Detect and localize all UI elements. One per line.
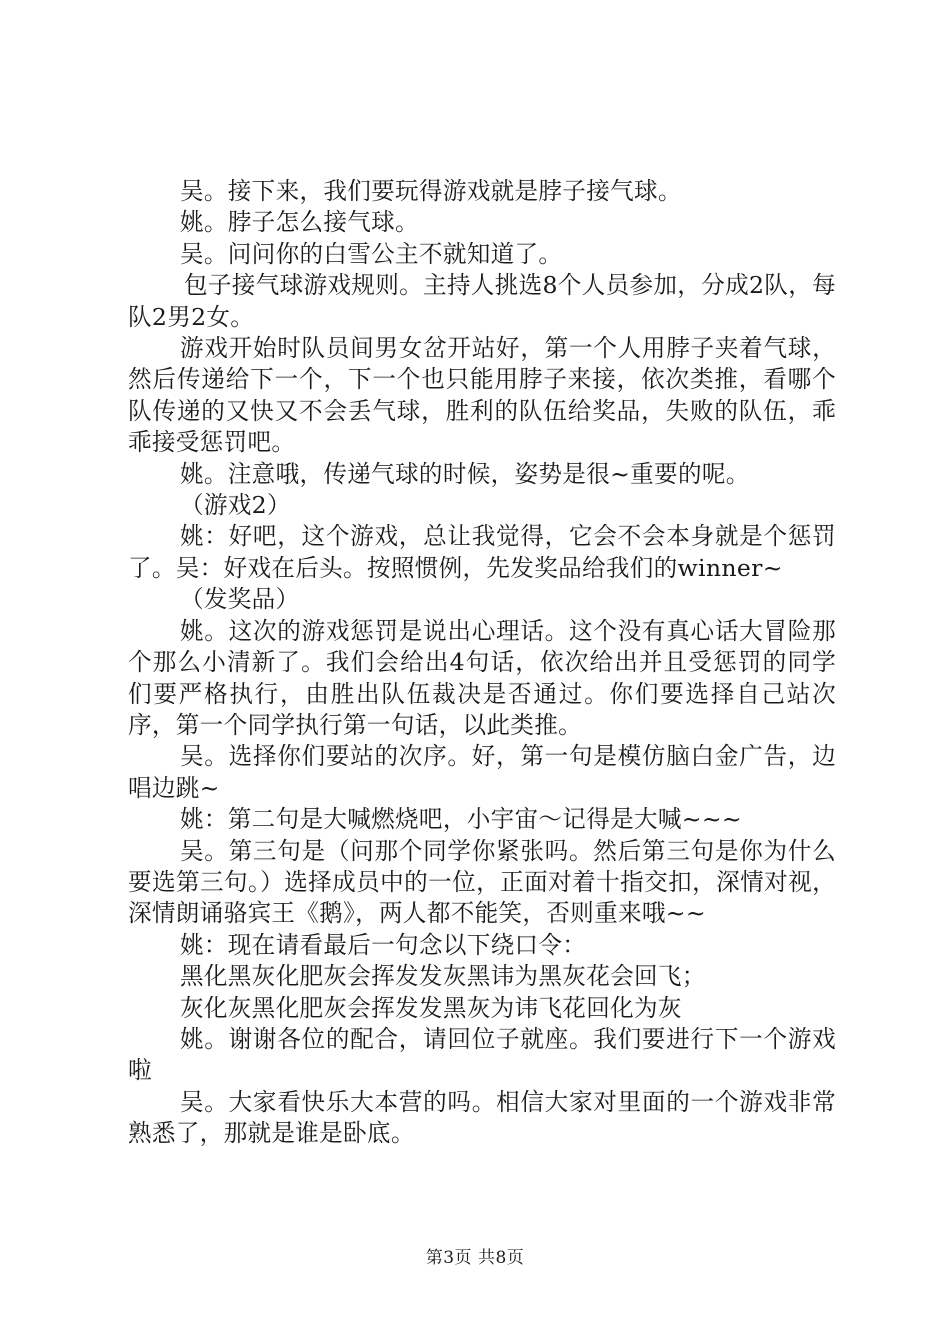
- paragraph: 包子接气球游戏规则。主持人挑选8个人员参加，分成2队，每队2男2女。: [128, 271, 836, 331]
- paragraph: 姚：现在请看最后一句念以下绕口令：: [180, 930, 587, 959]
- paragraph: 姚。脖子怎么接气球。: [180, 208, 419, 237]
- paragraph: 姚。这次的游戏惩罚是说出心理话。这个没有真心话大冒险那个那么小清新了。我们会给出4句话，依次给出并且受惩罚的同学们要严格执行，由胜出队伍裁决是否通过。你们要选择自己站次序，第一个同学执行第一句话，以此类推。: [128, 616, 836, 739]
- paragraph: 灰化灰黑化肥灰会挥发发黑灰为讳飞花回化为灰: [180, 993, 682, 1022]
- paragraph: 吴。问问你的白雪公主不就知道了。: [180, 239, 563, 268]
- paragraph: （游戏2）: [180, 491, 291, 520]
- paragraph: 姚。谢谢各位的配合，请回位子就座。我们要进行下一个游戏啦: [128, 1024, 836, 1085]
- paragraph: 吴。第三句是（问那个同学你紧张吗。然后第三句是你为什么要选第三句。）选择成员中的一位，正面对着十指交扣，深情对视，深情朗诵骆宾王《鹅》，两人都不能笑，否则重来哦~~: [128, 836, 836, 928]
- paragraph: 黑化黑灰化肥灰会挥发发灰黑讳为黑灰花会回飞；: [180, 962, 706, 991]
- paragraph: 游戏开始时队员间男女岔开站好，第一个人用脖子夹着气球，然后传递给下一个，下一个也只能用脖子来接，依次类推，看哪个队传递的又快又不会丢气球，胜利的队伍给奖品，失败的队伍，乖乖接受惩罚吧。: [128, 334, 836, 457]
- page-number-footer: 第3页 共8页: [425, 1248, 525, 1268]
- paragraph: 姚：好吧，这个游戏，总让我觉得，它会不会本身就是个惩罚了。吴：好戏在后头。按照惯例，先发奖品给我们的winner~: [128, 522, 836, 582]
- paragraph: （发奖品）: [180, 585, 300, 614]
- paragraph: 吴。接下来，我们要玩得游戏就是脖子接气球。: [180, 177, 682, 205]
- paragraph: 姚。注意哦，传递气球的时候，姿势是很~重要的呢。: [180, 459, 750, 488]
- paragraph: 吴。选择你们要站的次序。好，第一句是模仿脑白金广告，边唱边跳~: [128, 742, 836, 802]
- paragraph: 吴。大家看快乐大本营的吗。相信大家对里面的一个游戏非常熟悉了，那就是谁是卧底。: [128, 1087, 836, 1148]
- document-body: [128, 176, 836, 1150]
- paragraph: 姚：第二句是大喊燃烧吧，小宇宙～记得是大喊~~~: [180, 805, 742, 834]
